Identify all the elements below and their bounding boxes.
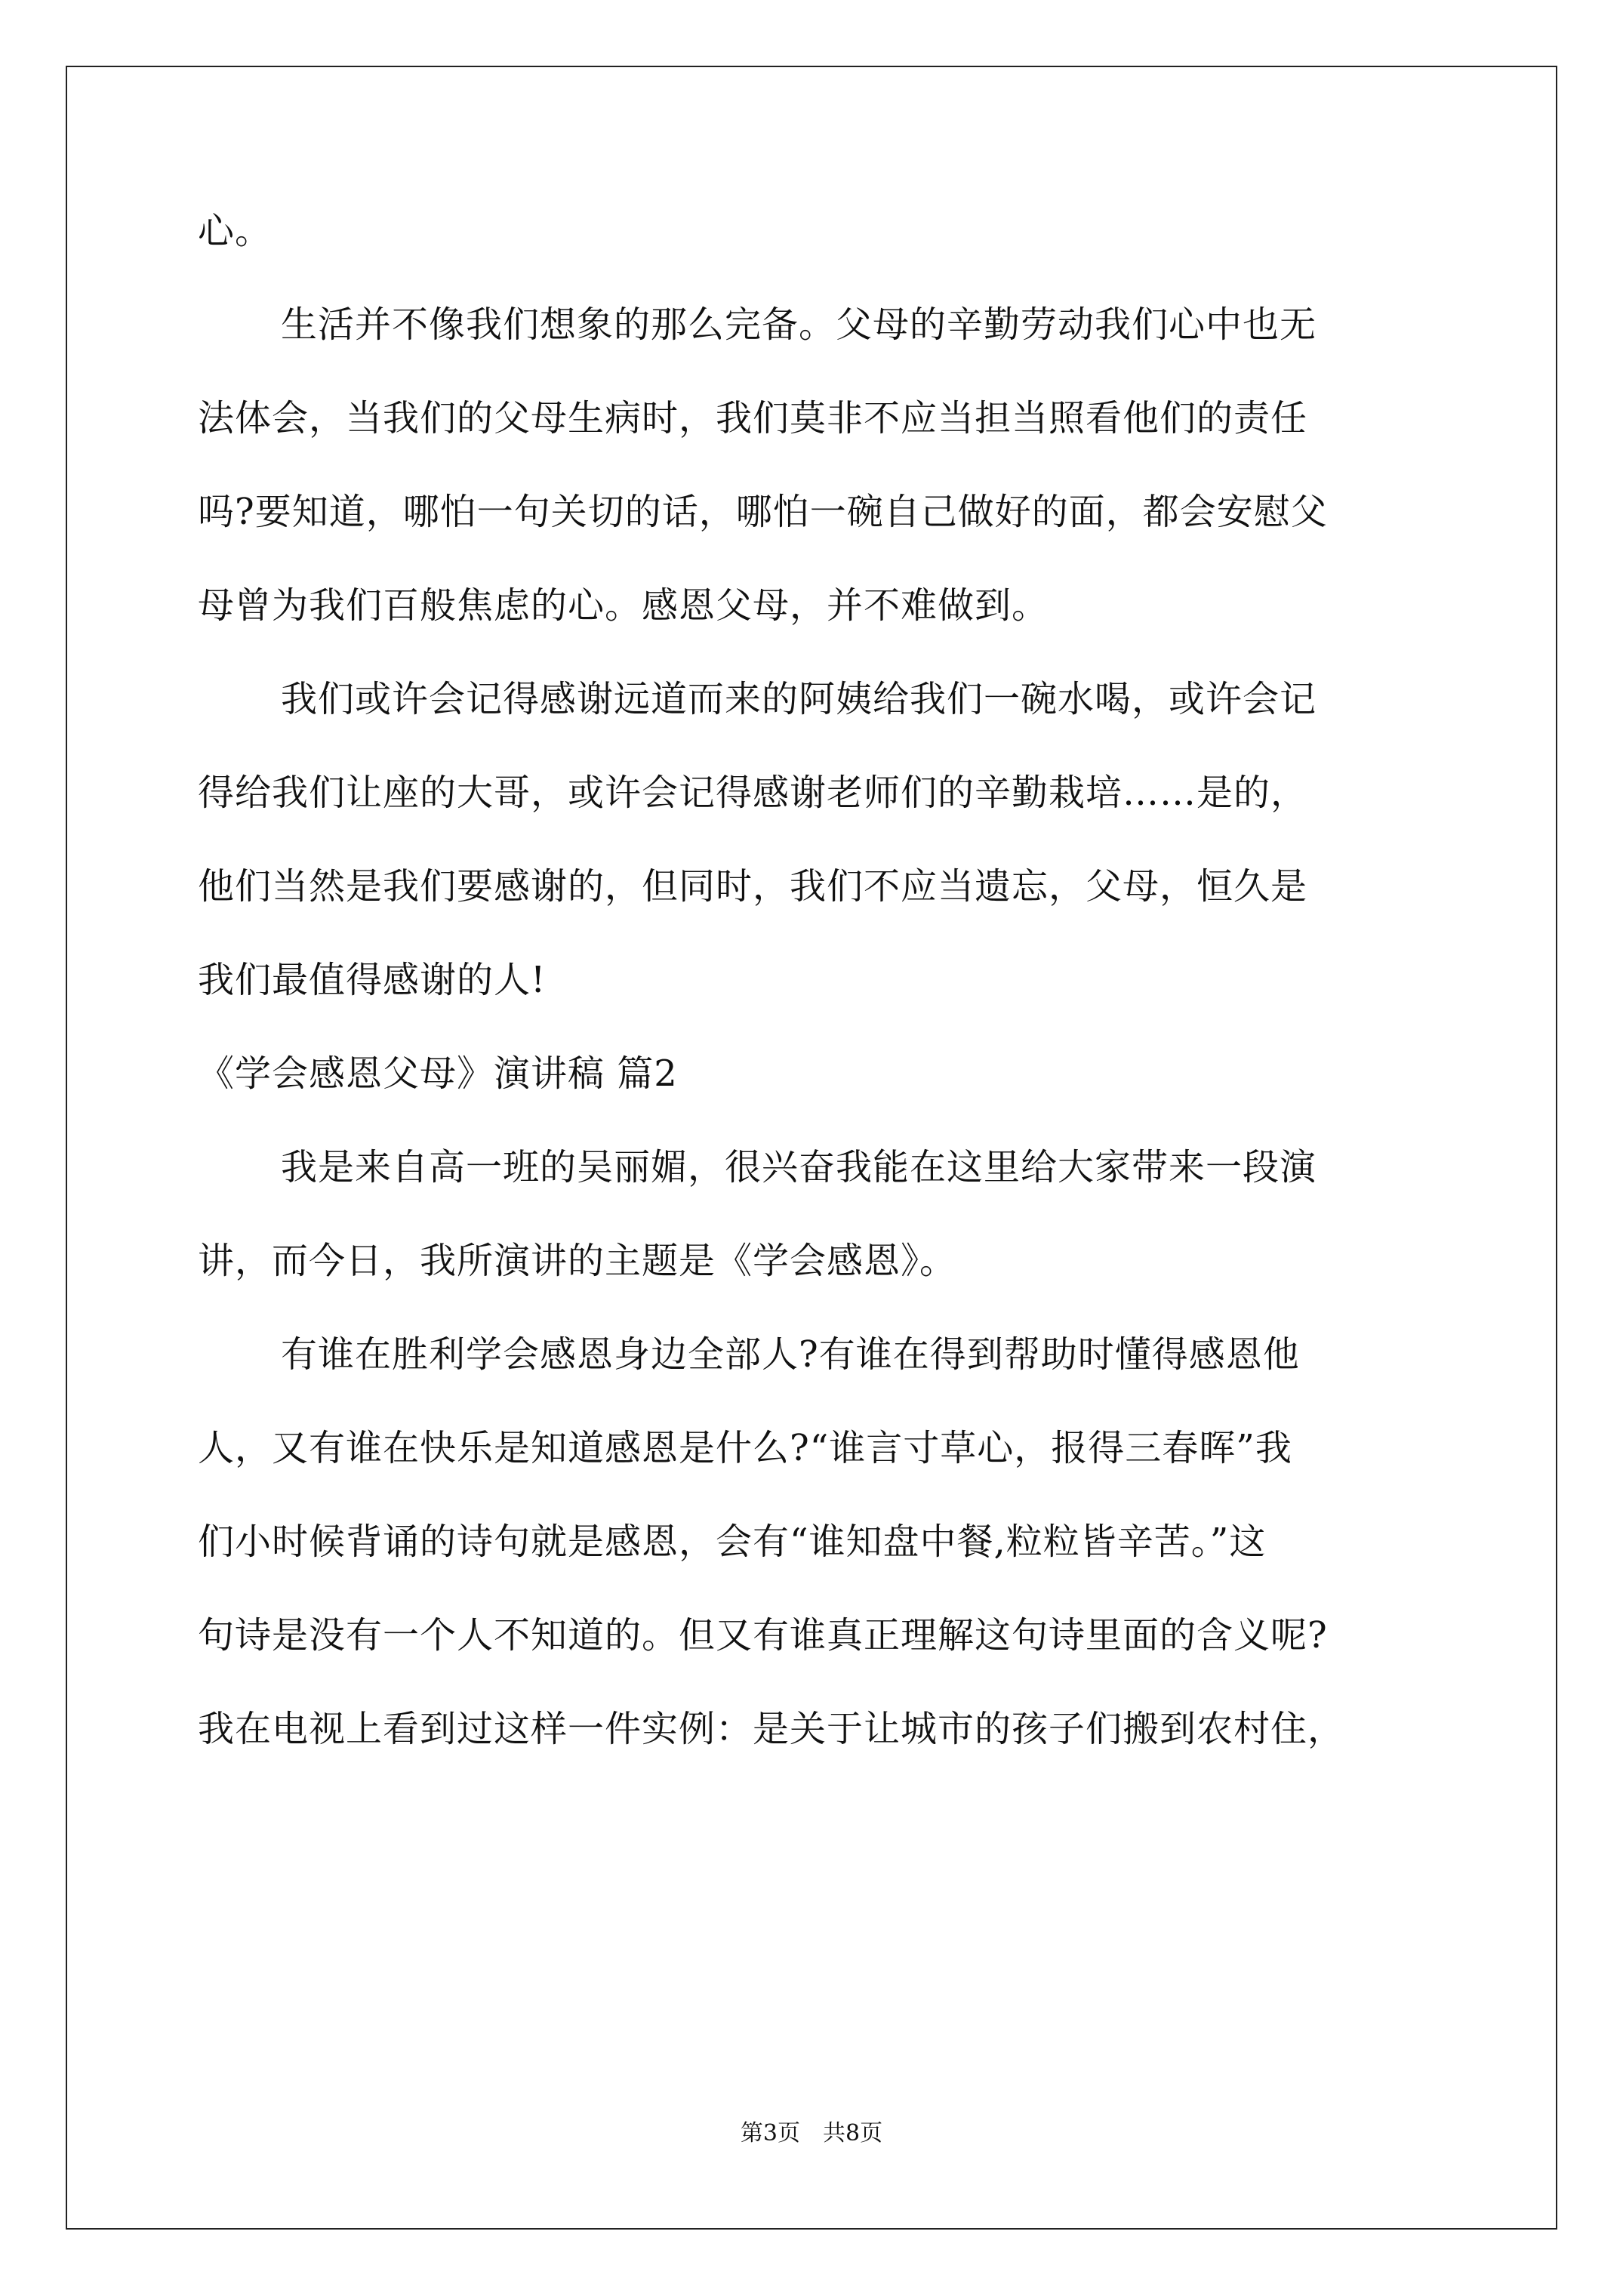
text-line-6: 我们或许会记得感谢远道而来的阿姨给我们一碗水喝，或许会记 — [281, 678, 1317, 720]
page-number-footer: 第3页 共8页 — [740, 2120, 883, 2147]
text-line-1: 心。 — [198, 210, 273, 252]
text-line-5: 母曾为我们百般焦虑的心。感恩父母，并不难做到。 — [198, 584, 1049, 627]
text-line-17: 我在电视上看到过这样一件实例：是关于让城市的孩子们搬到农村住， — [198, 1708, 1345, 1750]
text-line-13: 有谁在胜利学会感恩身边全部人?有谁在得到帮助时懂得感恩他 — [281, 1333, 1300, 1376]
text-line-2: 生活并不像我们想象的那么完备。父母的辛勤劳动我们心中也无 — [281, 304, 1317, 346]
text-line-4: 吗?要知道，哪怕一句关切的话，哪怕一碗自己做好的面，都会安慰父 — [198, 491, 1328, 533]
text-line-12: 讲，而今日，我所演讲的主题是《学会感恩》。 — [198, 1240, 957, 1282]
text-line-8: 他们当然是我们要感谢的，但同时，我们不应当遗忘，父母，恒久是 — [198, 865, 1308, 908]
text-line-14: 人，又有谁在快乐是知道感恩是什么?“谁言寸草心，报得三春晖”我 — [198, 1427, 1292, 1469]
text-line-11: 我是来自高一班的吴丽媚，很兴奋我能在这里给大家带来一段演 — [281, 1146, 1317, 1188]
text-line-15: 们小时候背诵的诗句就是感恩，会有“谁知盘中餐,粒粒皆辛苦。”这 — [198, 1521, 1267, 1563]
text-line-7: 得给我们让座的大哥，或许会记得感谢老师们的辛勤栽培……是的， — [198, 772, 1308, 814]
text-line-9: 我们最值得感谢的人! — [198, 959, 547, 1001]
text-line-3: 法体会，当我们的父母生病时，我们莫非不应当担当照看他们的责任 — [198, 397, 1308, 439]
text-line-16: 句诗是没有一个人不知道的。但又有谁真正理解这句诗里面的含义呢? — [198, 1614, 1328, 1657]
section-heading: 《学会感恩父母》演讲稿 篇2 — [198, 1052, 678, 1095]
